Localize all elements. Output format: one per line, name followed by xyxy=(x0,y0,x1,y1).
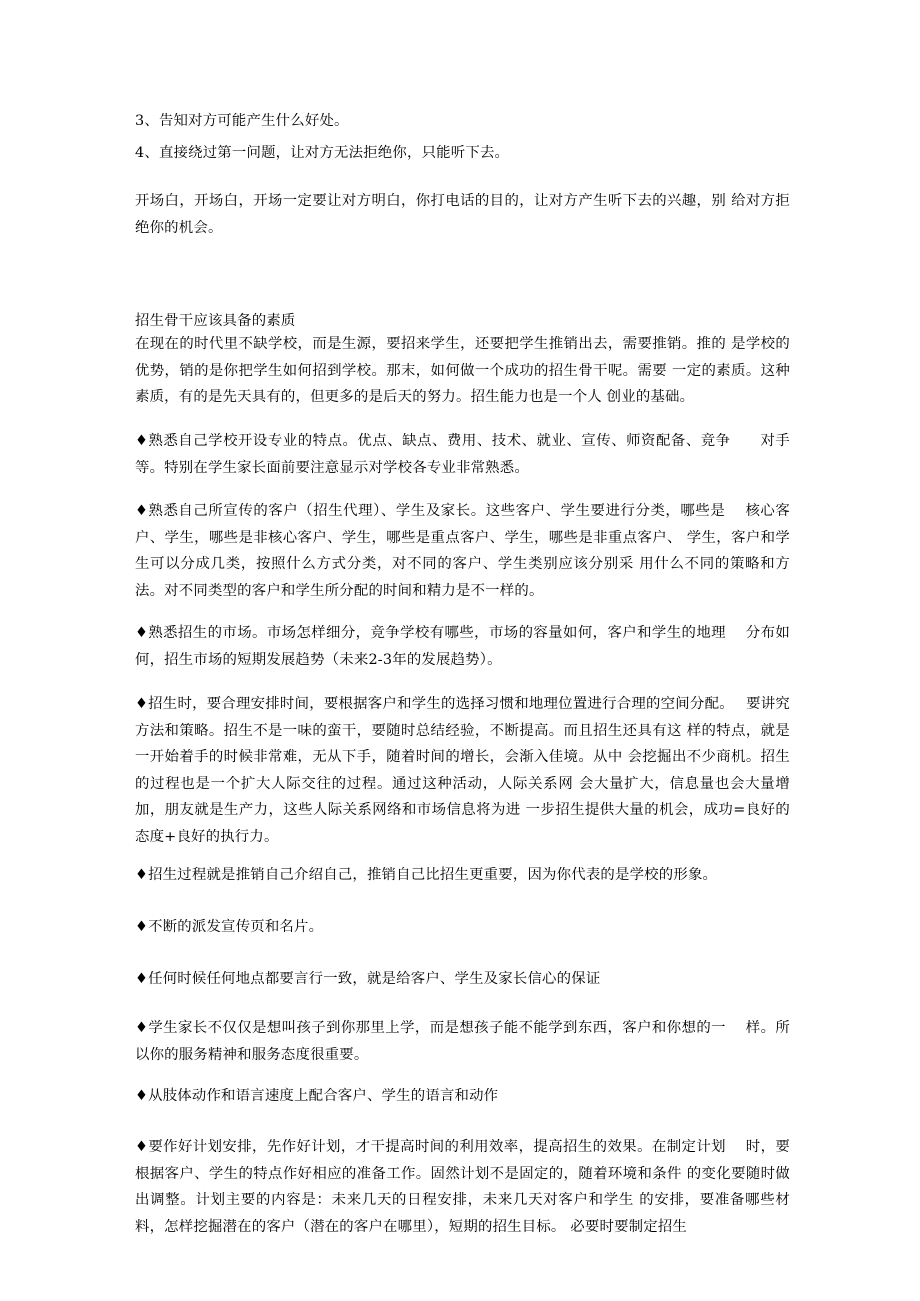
bullet-paragraph: ♦熟悉招生的市场。市场怎样细分，竞争学校有哪些，市场的容量如何，客户和学生的地理 分布如何，招生市场的短期发展趋势（未来2-3年的发展趋势）。 xyxy=(135,625,790,668)
list-item-4: 4、直接绕过第一问题，让对方无法拒绝你，只能听下去。 xyxy=(135,145,510,161)
bullet-paragraph: ♦熟悉自己学校开设专业的特点。优点、缺点、费用、技术、就业、宣传、师资配备、竞争 对手等。特别在学生家长面前要注意显示对学校各专业非常熟悉。 xyxy=(135,433,790,476)
bullet-paragraph: ♦熟悉自己所宣传的客户（招生代理）、学生及家长。这些客户、学生要进行分类，哪些是 核心客户、学生，哪些是非核心客户、学生，哪些是重点客户、学生，哪些是非重点客户、 学生，客户和学生可以分成几类，按照什么方式分类，对不同的客户、学生类别应该分别采 用什么不同的策略和方法。对不同类型的客户和学生所分配的时间和精力是不一样的。 xyxy=(135,503,790,599)
section-title: 招生骨干应该具备的素质 xyxy=(135,313,296,329)
bullet-paragraph: ♦不断的派发宣传页和名片。 xyxy=(135,919,324,935)
bullet-paragraph: ♦学生家长不仅仅是想叫孩子到你那里上学，而是想孩子能不能学到东西，客户和你想的一 样。所以你的服务精神和服务态度很重要。 xyxy=(135,1020,790,1063)
list-item-3: 3、告知对方可能产生什么好处。 xyxy=(135,113,349,129)
bullet-paragraph: ♦从肢体动作和语言速度上配合客户、学生的语言和动作 xyxy=(135,1088,499,1104)
intro-paragraph: 开场白，开场白，开场一定要让对方明白，你打电话的目的，让对方产生听下去的兴趣，别 给对方拒绝你的机会。 xyxy=(135,193,790,236)
bullet-paragraph: ♦任何时候任何地点都要言行一致，就是给客户、学生及家长信心的保证 xyxy=(135,971,601,987)
bullet-paragraph: ♦招生过程就是推销自己介绍自己，推销自己比招生更重要，因为你代表的是学校的形象。 xyxy=(135,867,718,883)
bullet-paragraph: ♦要作好计划安排，先作好计划，才干提高时间的利用效率，提高招生的效果。在制定计划 时，要根据客户、学生的特点作好相应的准备工作。固然计划不是固定的，随着环境和条件 的变化要随时做出调整。计划主要的内容是：未来几天的日程安排，未来几天对客户和学生 的安排，要准备哪些材料，怎样挖掘潜在的客户（潜在的客户在哪里），短期的招生目标。 必要时要制定招生 xyxy=(135,1139,790,1235)
bullet-paragraph: ♦招生时，要合理安排时间，要根据客户和学生的选择习惯和地理位置进行合理的空间分配。 要讲究方法和策略。招生不是一味的蛮干，要随时总结经验，不断提高。而且招生还具有这 样的特点，就是一开始着手的时候非常难，无从下手，随着时间的增长，会渐入佳境。从中 会挖掘出不少商机。招生的过程也是一个扩大人际交往的过程。通过这种活动，人际关系网 会大量扩大，信息量也会大量增加，朋友就是生产力，这些人际关系网络和市场信息将为进 一步招生提供大量的机会，成功=良好的态度+良好的执行力。 xyxy=(135,696,790,845)
section-intro-paragraph: 在现在的时代里不缺学校，而是生源，要招来学生，还要把学生推销出去，需要推销。推的 是学校的优势，销的是你把学生如何招到学校。那末，如何做一个成功的招生骨干呢。需要 一定的素质。这种素质，有的是先天具有的，但更多的是后天的努力。招生能力也是一个人 创业的基础。 xyxy=(135,336,790,405)
